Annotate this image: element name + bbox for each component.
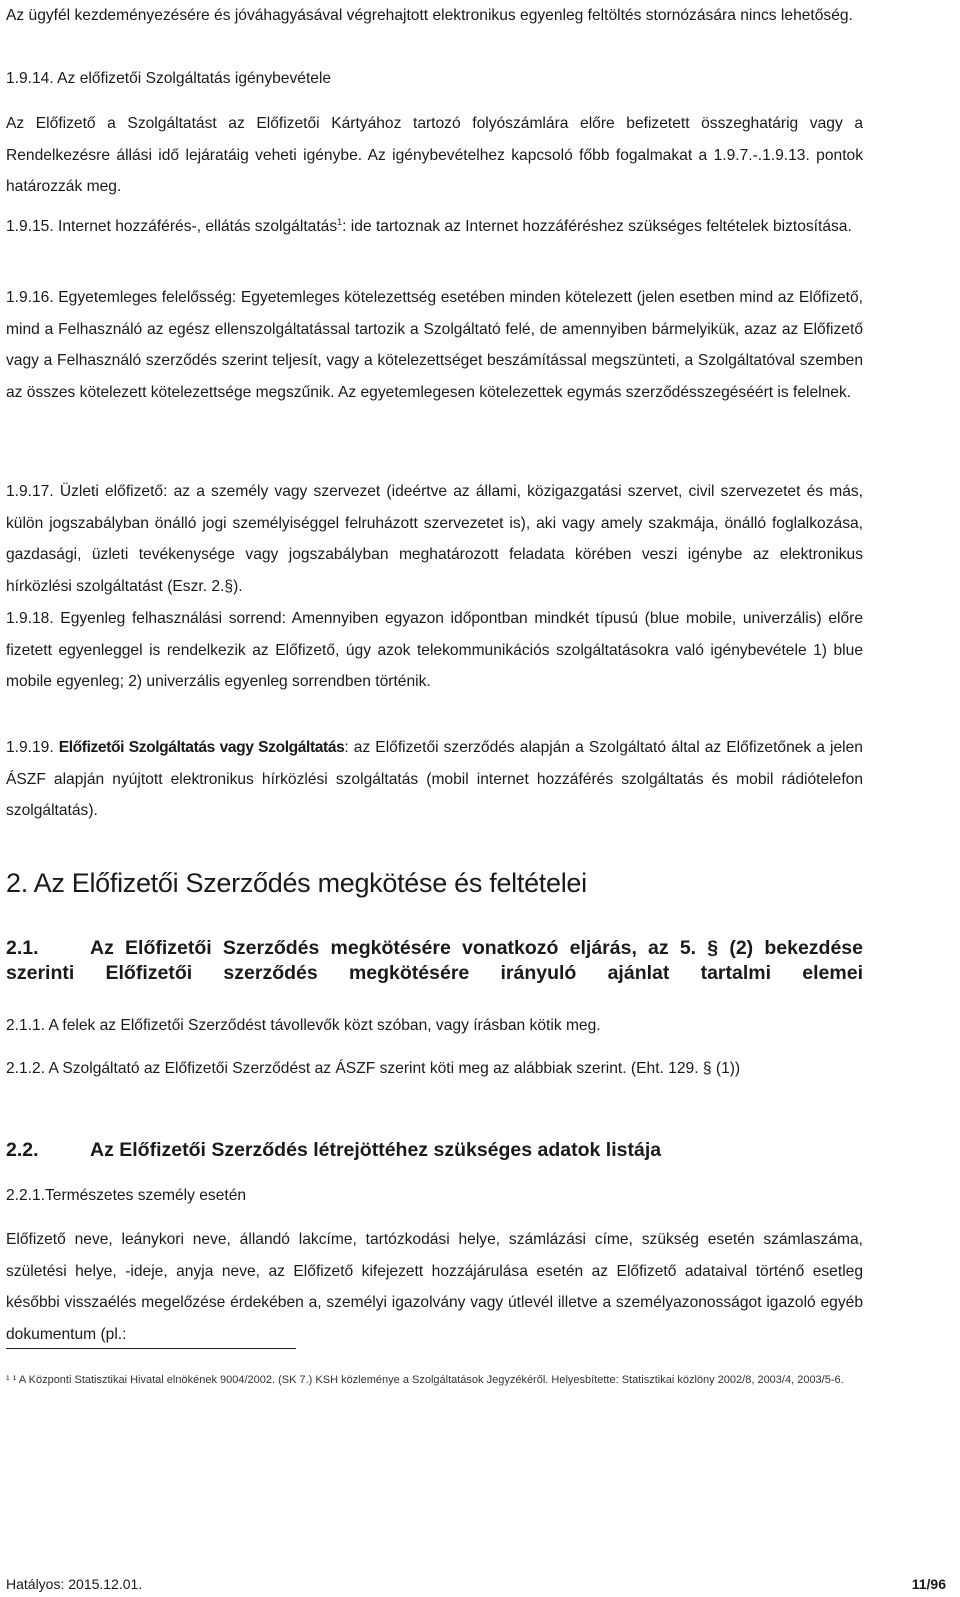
section-2-1-heading — [6, 936, 863, 986]
paragraph-1-9-15 — [6, 211, 863, 243]
section-2-2-title: Az Előfizetői Szerződés létrejöttéhez szükséges adatok listája — [90, 1139, 662, 1161]
paragraph-storno: Az ügyfél kezdeményezésére és jóváhagyásával végrehajtott elektronikus egyenleg feltöltés stornózására nincs lehetőség. — [6, 7, 853, 24]
paragraph-2-1-2: 2.1.2. A Szolgáltató az Előfizetői Szerződést az ÁSZF szerint köti meg az alábbiak szerint. (Eht. 129. § (1)) — [6, 1060, 741, 1077]
paragraph-2-2-1: 2.2.1.Természetes személy esetén — [6, 1187, 247, 1204]
paragraph-1-9-19-definition: : az Előfizetői szerződés alapján a Szolgáltató által az Előfizetőnek a jelen ÁSZF alapján nyújtott elektronikus hírközlési szolgáltatás (mobil internet hozzáférés szolgáltatás és mobil rádiótelefon szolgáltatás). — [6, 739, 863, 819]
footnote-separator — [6, 1348, 296, 1349]
paragraph-szolgaltatas-igenybevetele: Az Előfizető a Szolgáltatást az Előfizetői Kártyához tartozó folyószámlára előre befizetett összeghatárig vagy a Rendelkezésre állási idő lejáratáig veheti igénybe. Az igénybevételhez kapcsoló főbb fogalmakat a 1.9.7.-.1.9.13. pontok határozzák meg. — [6, 115, 863, 195]
paragraph-2-1-1: 2.1.1. A felek az Előfizetői Szerződést távollevők közt szóban, vagy írásban kötik meg. — [6, 1017, 601, 1034]
paragraph-1-9-14-title: 1.9.14. Az előfizetői Szolgáltatás igénybevétele — [6, 70, 332, 87]
footer-page-number: 11/96 — [911, 1576, 946, 1592]
paragraph-termeszetes-szemely-adatok: Előfizető neve, leánykori neve, állandó lakcíme, tartózkodási helye, számlázási címe, szükség esetén számlaszáma, születési helye, -ideje, anyja neve, az Előfizető kifejezett hozzájárulása esetén az Előfizető adataival történő esetleg későbbi visszaélés megelőzése érdekében a, személyi igazolvány vagy útlevél illetve a személyazonosságot igazoló egyéb dokumentum (pl.: — [6, 1231, 863, 1343]
section-2-1-title: Az Előfizetői Szerződés megkötésére vonatkozó eljárás, az 5. § (2) bekezdése szerinti Előfizetői szerződés megkötésére irányuló ajánlat tartalmi elemei — [6, 937, 863, 984]
section-2-2-heading — [6, 1138, 863, 1163]
section-2-1-number: 2.1. — [6, 937, 39, 959]
section-2-2-number: 2.2. — [6, 1139, 39, 1161]
term-elofizetoi-szolgaltatas: Előfizetői Szolgáltatás vagy Szolgáltatás — [58, 739, 345, 756]
paragraph-1-9-19-number: 1.9.19. — [6, 739, 59, 756]
paragraph-1-9-19 — [6, 732, 863, 827]
paragraph-1-9-18: 1.9.18. Egyenleg felhasználási sorrend: Amennyiben egyazon időpontban mindkét típusú (blue mobile, univerzális) előre fizetett egyenleggel is rendelkezik az Előfizető, úgy azok telekommunikációs szolgáltatásokra való igénybevétele 1) blue mobile egyenleg; 2) univerzális egyenleg sorrendben történik. — [6, 610, 863, 690]
section-2-heading: 2. Az Előfizetői Szerződés megkötése és feltételei — [6, 868, 587, 898]
footnote-marker[interactable]: 1 — [337, 216, 343, 227]
footer-effective-date: Hatályos: 2015.12.01. — [6, 1576, 143, 1592]
paragraph-1-9-16: 1.9.16. Egyetemleges felelősség: Egyetemleges kötelezettség esetében minden kötelezett (jelen esetben mind az Előfizető, mind a Felhasználó az egész ellenszolgáltatással tartozik a Szolgáltató felé, de amennyiben bármelyikük, azaz az Előfizető vagy a Felhasználó szerződés szerint teljesít, vagy a kötelezettséget beszámítással megszünteti, a Szolgáltatóval szemben az összes kötelezett kötelezettsége megszűnik. Az egyetemlegesen kötelezettek egymás szerződésszegéséért is felelnek. — [6, 289, 863, 401]
footnote-1: ¹ ¹ A Központi Statisztikai Hivatal elnökének 9004/2002. (SK 7.) KSH közleménye a Szolgáltatások Jegyzékéről. Helyesbítette: Statisztikai közlöny 2002/8, 2003/4, 2003/5-6. — [6, 1374, 844, 1386]
paragraph-1-9-17: 1.9.17. Üzleti előfizető: az a személy vagy szervezet (ideértve az állami, közigazgatási szervet, civil szervezetet és más, külön jogszabályban önálló jogi személyiséggel felruházott szervezetet is), aki vagy amely szakmája, önálló foglalkozása, gazdasági, üzleti tevékenysége vagy jogszabályban meghatározott feladata körében veszi igénybe az elektronikus hírközlési szolgáltatást (Eszr. 2.§). — [6, 483, 863, 595]
paragraph-1-9-15-text: 1.9.15. Internet hozzáférés-, ellátás szolgáltatás — [6, 218, 338, 235]
paragraph-1-9-15-rest: : ide tartoznak az Internet hozzáféréshez szükséges feltételek biztosítása. — [342, 218, 852, 235]
